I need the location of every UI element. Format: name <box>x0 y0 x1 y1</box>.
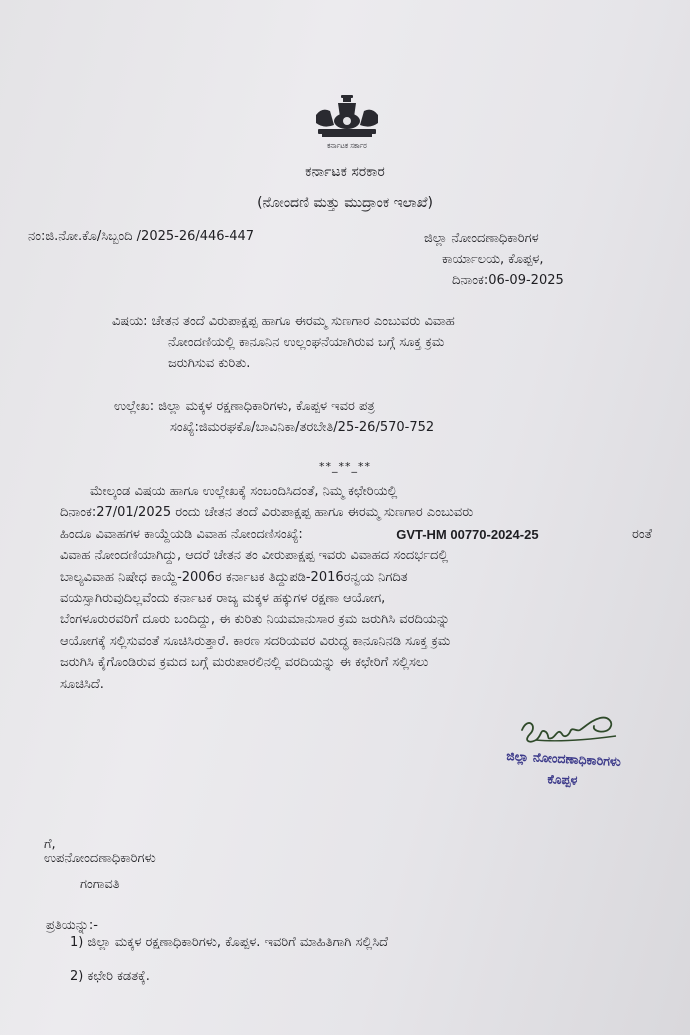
reference-line: ಉಲ್ಲೇಖ: ಜಿಲ್ಲಾ ಮಕ್ಕಳ ರಕ್ಷಣಾಧಿಕಾರಿಗಳು, ಕೊಪ್ಪಳ ಇವರ ಪತ್ರ <box>114 399 375 414</box>
body-line: ಆಯೋಗಕ್ಕೆ ಸಲ್ಲಿಸುವಂತೆ ಸೂಚಿಸಿರುತ್ತಾರೆ. ಕಾರಣ ಸದರಿಯವರ ವಿರುದ್ಧ ಕಾನೂನಿನಡಿ ಸೂಕ್ತ ಕ್ರಮ <box>60 633 451 649</box>
office-address <box>424 228 564 291</box>
copy-to-heading: ಪ್ರತಿಯನ್ನು:- <box>46 918 98 933</box>
address-line-2: ಕಾರ್ಯಾಲಯ, ಕೊಪ್ಪಳ, <box>442 252 544 267</box>
copy-to-item: 2) ಕಛೇರಿ ಕಡತಕ್ಕೆ. <box>70 969 150 984</box>
letter-date: ದಿನಾಂಕ:06-09-2025 <box>452 273 564 288</box>
body-line: ಮೇಲ್ಕಂಡ ವಿಷಯ ಹಾಗೂ ಉಲ್ಲೇಖಕ್ಕೆ ಸಂಬಂದಿಸಿದಂತೆ, ನಿಮ್ಮ ಕಛೇರಿಯಲ್ಲಿ <box>90 484 398 499</box>
body-line: ವಿವಾಹ ನೋಂದಣಿಯಾಗಿದ್ದು, ಆದರೆ ಚೇತನ ತಂ ವೀರುಪಾಕ್ಷಪ್ಪ ಇವರು ವಿವಾಹದ ಸಂದರ್ಭದಲ್ಲಿ <box>60 548 449 564</box>
subject-line: ವಿಷಯ: ಚೇತನ ತಂದೆ ವಿರುಪಾಕ್ಷಪ್ಪ ಹಾಗೂ ಈರಮ್ಮ ಸುಣಗಾರ ಎಂಬುವರು ವಿವಾಹ <box>112 314 455 329</box>
recipient-designation: ಉಪನೋಂದಣಾಧಿಕಾರಿಗಳು <box>44 851 156 866</box>
copy-to-item: 1) ಜಿಲ್ಲಾ ಮಕ್ಕಳ ರಕ್ಷಣಾಧಿಕಾರಿಗಳು, ಕೊಪ್ಪಳ. ಇವರಿಗೆ ಮಾಹಿತಿಗಾಗಿ ಸಲ್ಲಿಸಿದೆ <box>70 935 389 950</box>
body-line: ಬೆಂಗಳೂರುರವರಿಗೆ ದೂರು ಬಂದಿದ್ದು, ಈ ಕುರಿತು ನಿಯಮಾನುಸಾರ ಕ್ರಮ ಜರುಗಿಸಿ ವರದಿಯನ್ನು <box>60 612 450 628</box>
subject-line: ನೋಂದಣಿಯಲ್ಲಿ ಕಾನೂನಿನ ಉಲ್ಲಂಘನೆಯಾಗಿರುವ ಬಗ್ಗೆ ಸೂಕ್ತ ಕ್ರಮ <box>168 335 445 350</box>
body-line: ಜರುಗಿಸಿ ಕೈಗೊಂಡಿರುವ ಕ್ರಮದ ಬಗ್ಗೆ ಮರುಪಾರಲಿನಲ್ಲಿ ವರದಿಯನ್ನು ಈ ಕಛೇರಿಗೆ ಸಲ್ಲಿಸಲು <box>60 655 429 671</box>
signature <box>516 700 626 752</box>
separator: **_**_** <box>319 460 371 473</box>
stamp-place: ಕೊಪ್ಪಳ <box>547 771 578 788</box>
department-title: (ನೋಂದಣಿ ಮತ್ತು ಮುದ್ರಾಂಕ ಇಲಾಖೆ) <box>257 195 433 211</box>
subject-line: ಜರುಗಿಸುವ ಕುರಿತು. <box>168 356 251 371</box>
letter-body <box>60 481 652 695</box>
body-line <box>60 524 652 545</box>
reference-line: ಸಂಖ್ಯೆ:ಜಿಮರಘಕೊ/ಬಾವಿನಿಕಾ/ತರಬೇತಿ/25-26/570-752 <box>170 420 435 435</box>
body-line: ದಿನಾಂಕ:27/01/2025 ರಂದು ಚೇತನ ತಂದೆ ವಿರುಪಾಕ್ಷಪ್ಪ ಹಾಗೂ ಈರಮ್ಮ ಸುಣಗಾರ ಎಂಬುವರು <box>60 505 474 521</box>
reference-number: ನಂ:ಜಿ.ನೋ.ಕೊ/ಸಿಬ್ಬಂದಿ /2025-26/446-447 <box>28 229 255 244</box>
reference-block <box>114 396 434 438</box>
registration-number: GVT-HM 00770-2024-25 <box>396 526 539 542</box>
body-text: ರಂತೆ <box>631 526 652 542</box>
body-line: ಬಾಲ್ಯವಿವಾಹ ನಿಷೇಧ ಕಾಯ್ದೆ-2006ರ ಕರ್ನಾಟಕ ತಿದ್ದುಪಡಿ-2016ರನ್ವಯ ನಿಗದಿತ <box>60 569 408 585</box>
address-line-1: ಜಿಲ್ಲಾ ನೋಂದಣಾಧಿಕಾರಿಗಳ <box>424 231 539 246</box>
karnataka-emblem-icon <box>308 93 386 153</box>
stamp-designation: ಜಿಲ್ಲಾ ನೋಂದಣಾಧಿಕಾರಿಗಳು <box>505 748 622 770</box>
official-stamp <box>467 743 659 795</box>
body-text: ಹಿಂದೂ ವಿವಾಹಗಳ ಕಾಯ್ದೆಯಡಿ ವಿವಾಹ ನೋಂದಣಿಸಂಖ್ಯೆ: <box>60 526 303 542</box>
recipient-place: ಗಂಗಾವತಿ <box>80 877 120 892</box>
body-line: ಸೂಚಿಸಿದೆ. <box>60 676 104 692</box>
subject-block <box>112 311 455 374</box>
emblem-caption: ಕರ್ನಾಟಕ ಸರ್ಕಾರ <box>327 142 367 150</box>
recipient-prefix: ಗೆ, <box>44 837 56 852</box>
body-line: ವಯಸ್ಸಾಗಿರುವುದಿಲ್ಲವೆಂದು ಕರ್ನಾಟಕ ರಾಜ್ಯ ಮಕ್ಕಳ ಹಕ್ಕುಗಳ ರಕ್ಷಣಾ ಆಯೋಗ, <box>60 591 386 607</box>
government-title: ಕರ್ನಾಟಕ ಸರಕಾರ <box>305 164 385 180</box>
